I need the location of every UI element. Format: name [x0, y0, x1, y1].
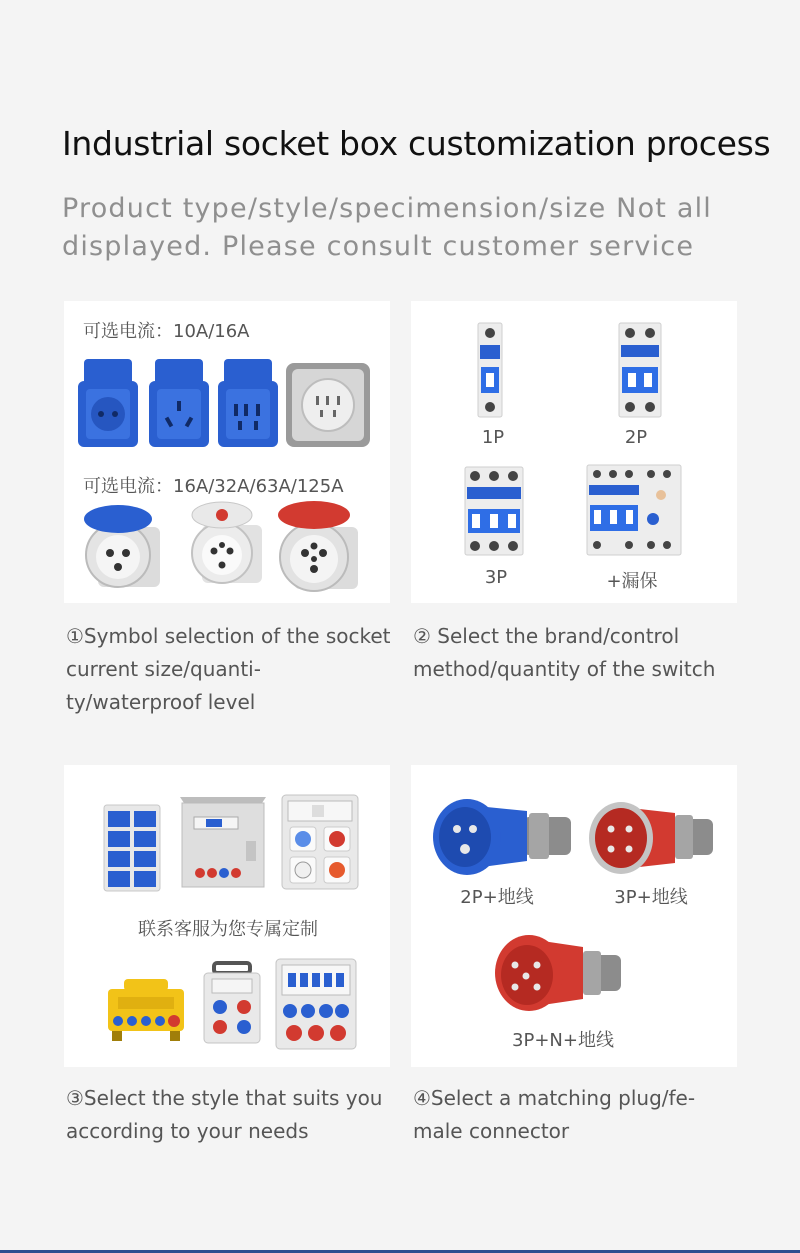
blue-industrial-socket-icon	[78, 505, 162, 591]
breaker-3p-icon	[465, 467, 523, 555]
white-industrial-socket-icon	[180, 501, 264, 587]
waterproof-socket-icon	[286, 363, 370, 447]
breaker-2p-icon	[619, 323, 661, 417]
large-distribution-panel-icon	[276, 959, 356, 1049]
box-style-card	[64, 765, 390, 1067]
breaker-label-3p: 3P	[484, 567, 508, 588]
schuko-socket-icon	[78, 359, 138, 447]
portable-socket-box-icon	[204, 963, 260, 1043]
breaker-label-rcd: +漏保	[606, 571, 658, 592]
red-industrial-socket-icon	[270, 501, 360, 593]
step-4-caption: ④Select a matching plug/fe-male connector	[413, 1086, 696, 1143]
socket-selection-card	[64, 301, 390, 603]
plug-label-3p: 3P+地线	[614, 887, 688, 908]
step-1-caption: ①Symbol selection of the socket current size/quanti-ty/waterproof level	[66, 624, 391, 714]
plastic-socket-box-icon	[282, 795, 358, 889]
red-plug-3pn-icon	[493, 929, 625, 1019]
current-option-label-small: 可选电流：10A/16A	[83, 321, 250, 342]
page-title: Industrial socket box customization process	[62, 124, 771, 163]
breaker-1p-icon	[478, 323, 502, 417]
breaker-label-1p: 1P	[481, 427, 505, 448]
breaker-label-2p: 2P	[624, 427, 648, 448]
breaker-rcd-icon	[587, 465, 681, 555]
switch-selection-card	[411, 301, 737, 603]
current-option-label-large: 可选电流：16A/32A/63A/125A	[83, 476, 344, 497]
steel-distribution-box-icon	[180, 797, 266, 887]
socket-box-blue-icon	[104, 805, 160, 891]
step-2-caption: ② Select the brand/control method/quantity of the switch	[413, 624, 716, 681]
plug-label-3pn: 3P+N+地线	[512, 1030, 614, 1051]
custom-service-text: 联系客服为您专属定制	[138, 919, 318, 940]
red-plug-3p-icon	[587, 797, 717, 879]
step-3-caption: ③Select the style that suits you according to your needs	[66, 1086, 383, 1143]
five-hole-socket-icon	[218, 359, 278, 447]
page-subtitle: Product type/style/specimension/size Not all displayed. Please consult customer service	[62, 193, 713, 262]
three-pin-socket-icon	[149, 359, 209, 447]
plug-label-2p: 2P+地线	[460, 887, 534, 908]
yellow-distribution-box-icon	[104, 979, 188, 1043]
plug-selection-card	[411, 765, 737, 1067]
blue-plug-2p-icon	[431, 793, 575, 879]
